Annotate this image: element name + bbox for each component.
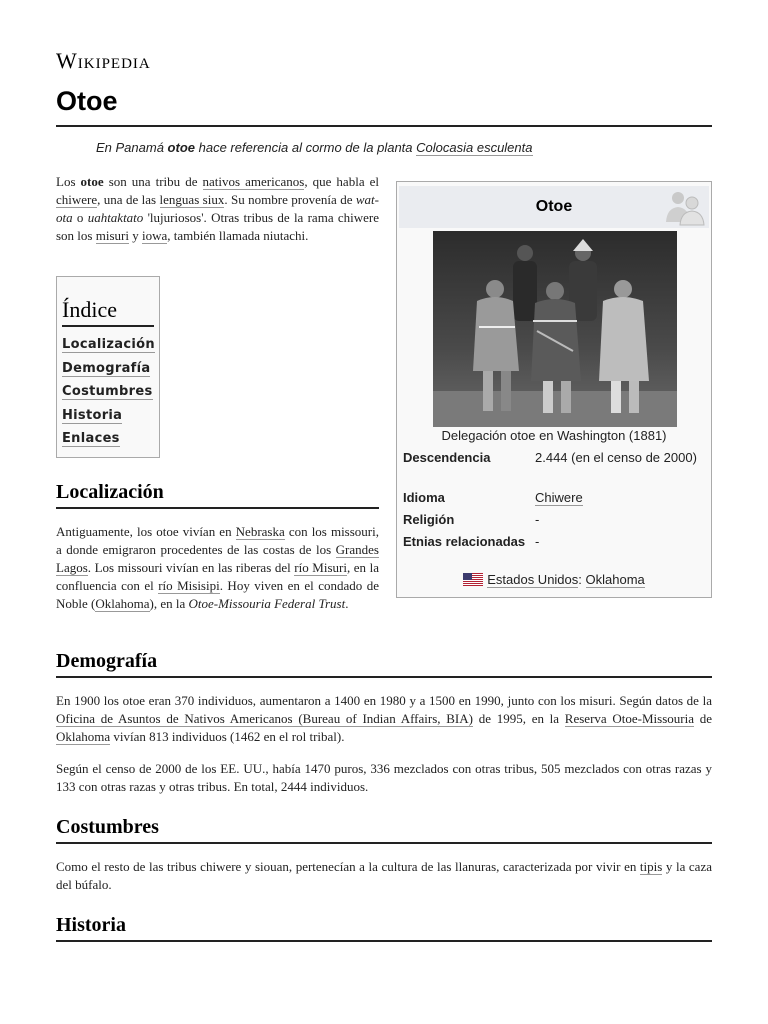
table-of-contents <box>56 276 160 458</box>
section-demografia-text: En 1900 los otoe eran 370 individuos, aumentaron a 1400 en 1980 y a 1500 en 1990, junto con los misuri. Según datos de la Oficina de Asuntos de Nativos Americanos (Bureau of Indian Affairs, BIA) de 1995, en la Reserva Otoe-Missouria de Oklahoma vivían 813 individuos (1462 en el rol tribal). Según el censo de 2000 de los EE. UU., había 1470 puros, 336 mezclados con otras tribus, 505 mezclados con otras razas y 133 con otras razas y otras tribus. En total, 2444 individuos. <box>56 693 712 794</box>
page-title: Otoe <box>56 86 118 116</box>
infobox: Otoe Delegación otoe en Washington (1881) Descendencia 2.444 (en el censo de 2000) Idioma Chiwere Religión - Etnias relacionadas - Estados Unidos: Oklahoma <box>396 181 712 598</box>
toc-item-demografia[interactable]: Demografía <box>62 360 151 376</box>
link-bia[interactable]: Oficina de Asuntos de Nativos Americanos (Bureau of Indian Affairs, BIA) <box>56 711 473 726</box>
link-oklahoma[interactable]: Oklahoma <box>95 596 150 611</box>
hatnote: En Panamá otoe hace referencia al cormo de la planta Colocasia esculenta <box>96 140 533 155</box>
heading-localizacion-rule <box>56 507 379 509</box>
link-oklahoma-demografia[interactable]: Oklahoma <box>56 729 111 744</box>
toc-item-enlaces[interactable]: Enlaces <box>62 431 120 446</box>
section-localizacion-text: Antiguamente, los otoe vivían en Nebraska con los missouri, a donde emigraron procedentes de las costas de los Grandes Lagos. Los missouri vivían en las riberas del río Misuri, en la confluencia con el río Misisipi. Hoy viven en el condado de Noble (Oklahoma), en la Otoe-Missouria Federal Trust. <box>56 524 379 611</box>
link-chiwere[interactable]: chiwere <box>56 192 98 207</box>
link-chiwere-infobox[interactable]: Chiwere <box>535 490 583 505</box>
link-oklahoma-infobox[interactable]: Oklahoma <box>585 572 645 587</box>
link-nebraska[interactable]: Nebraska <box>235 524 285 539</box>
infobox-location: Estados Unidos: Oklahoma <box>397 572 711 587</box>
heading-demografia: Demografía <box>56 650 158 672</box>
link-tipis[interactable]: tipis <box>639 859 663 874</box>
title-divider <box>56 125 712 127</box>
link-rio-misuri[interactable]: río Misuri <box>294 560 347 575</box>
link-estados-unidos[interactable]: Estados Unidos <box>487 572 579 587</box>
wikipedia-wordmark[interactable]: Wikipedia <box>56 48 151 73</box>
demografia-paragraph-2: Según el censo de 2000 de los EE. UU., había 1470 puros, 336 mezclados con otras tribus, 505 mezclados con otras razas y 133 con otras razas y otras tribus. En total, 2444 individuos. <box>56 761 712 794</box>
delegation-photo-image <box>433 231 677 427</box>
infobox-title: Otoe <box>535 198 573 215</box>
link-iowa[interactable]: iowa <box>141 228 168 243</box>
people-group-icon <box>663 188 707 226</box>
heading-costumbres: Costumbres <box>56 816 159 838</box>
toc-item-historia[interactable]: Historia <box>62 407 123 423</box>
link-reserva-otoe-missouria[interactable]: Reserva Otoe-Missouria <box>564 711 694 726</box>
link-misuri[interactable]: misuri <box>95 228 129 243</box>
heading-demografia-rule <box>56 676 712 678</box>
us-flag-icon <box>463 573 483 586</box>
infobox-photo[interactable] <box>433 231 677 427</box>
link-nativos-americanos[interactable]: nativos americanos <box>202 174 305 189</box>
link-rio-misisipi[interactable]: río Misisipi <box>158 578 220 593</box>
link-colocasia[interactable]: Colocasia esculenta <box>416 140 533 155</box>
link-lenguas-siux[interactable]: lenguas siux <box>159 192 225 207</box>
infobox-caption: Delegación otoe en Washington (1881) <box>441 428 667 443</box>
link-grandes-lagos[interactable]: Grandes Lagos <box>56 542 379 575</box>
toc-item-costumbres[interactable]: Costumbres <box>62 384 153 399</box>
section-costumbres-text: Como el resto de las tribus chiwere y siouan, pertenecían a la cultura de las llanuras, caracterizada por vivir en tipis y la caza del búfalo. <box>56 859 712 892</box>
heading-historia-rule <box>56 940 712 942</box>
lead-paragraph: Los otoe son una tribu de nativos americanos, que habla el chiwere, una de las lenguas siux. Su nombre provenía de wat-ota o uahtaktato 'lujuriosos'. Otras tribus de la rama chiwere son los misuri y iowa, también llamada niutachi. <box>56 174 380 243</box>
heading-costumbres-rule <box>56 842 712 844</box>
heading-localizacion: Localización <box>56 481 164 503</box>
toc-title: Índice <box>62 297 154 327</box>
toc-item-localizacion[interactable]: Localización <box>62 337 155 352</box>
heading-historia: Historia <box>56 914 126 936</box>
